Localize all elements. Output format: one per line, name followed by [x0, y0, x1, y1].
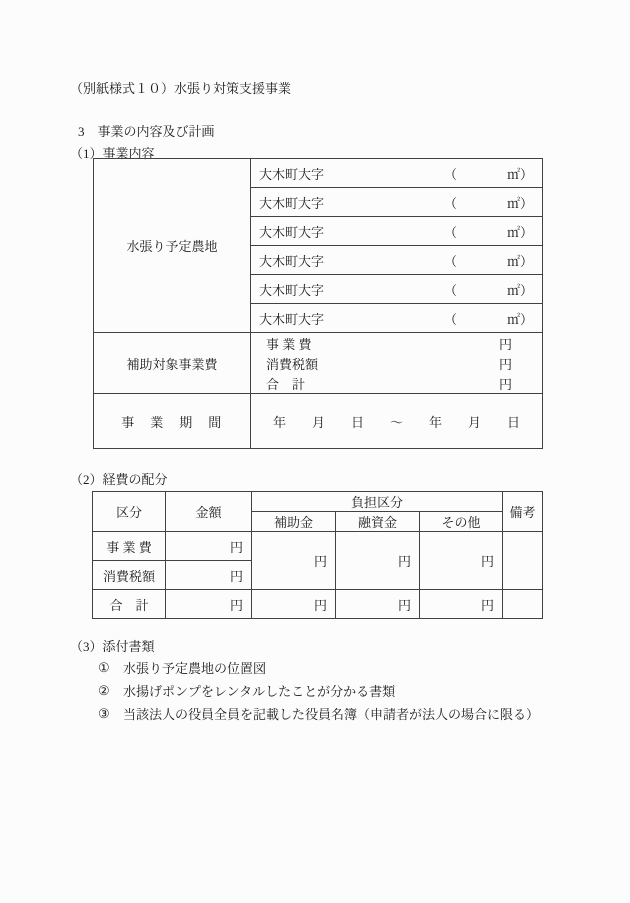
cost-item-unit: 円	[498, 336, 512, 352]
header-subsidy: 補助金	[252, 512, 336, 532]
merged-remarks-cell	[503, 532, 543, 590]
farmland-location: 大木町大字	[259, 166, 325, 182]
area-unit: ㎡）	[506, 311, 533, 327]
farmland-location: 大木町大字	[259, 253, 325, 269]
attachment-text: 水揚げポンプをレンタルしたことが分かる書類	[123, 684, 396, 699]
farmland-location: 大木町大字	[259, 282, 325, 298]
circled-number-icon: ③	[98, 705, 110, 721]
row-project-amount: 円	[166, 532, 252, 561]
area-unit: ㎡）	[506, 282, 533, 298]
table-row	[93, 532, 543, 561]
section-heading: 3 事業の内容及び計画	[78, 124, 215, 139]
header-burden: 負担区分	[252, 492, 503, 512]
table-row	[94, 394, 543, 449]
subsidy-cost-label: 補助対象事業費	[126, 356, 218, 372]
merged-subsidy-cell: 円	[252, 532, 336, 590]
table-row	[94, 333, 543, 394]
area-open-paren: （	[443, 195, 457, 211]
header-loan: 融資金	[336, 512, 420, 532]
area-open-paren: （	[443, 224, 457, 240]
period-value: 年 月 日 ～ 年 月 日	[272, 414, 520, 430]
period-value-cell	[251, 394, 543, 449]
farmland-label: 水張り予定農地	[126, 239, 218, 254]
subsection-3-heading: （3）添付書類	[70, 639, 155, 654]
attachments-list	[98, 656, 539, 725]
table-row	[94, 159, 543, 188]
farmland-location: 大木町大字	[259, 195, 325, 211]
form-title: （別紙様式１０）水張り対策支援事業	[70, 81, 292, 96]
row-tax-amount: 円	[166, 561, 252, 590]
farmland-entry-cell	[251, 159, 543, 188]
table-header-row	[93, 492, 543, 512]
row-total-remarks	[503, 590, 543, 619]
row-total-label: 合 計	[93, 590, 166, 619]
business-content-table	[93, 158, 543, 449]
farmland-entry-cell	[251, 246, 543, 275]
list-item	[98, 656, 539, 679]
row-total-other: 円	[420, 590, 503, 619]
area-open-paren: （	[443, 311, 457, 327]
circled-number-icon: ①	[98, 659, 110, 675]
merged-loan-cell: 円	[336, 532, 420, 590]
area-unit: ㎡）	[506, 253, 533, 269]
farmland-entry-cell	[251, 217, 543, 246]
period-label-cell	[94, 394, 251, 449]
table-row	[93, 590, 543, 619]
subsection-1-heading: （1）事業内容	[70, 146, 155, 161]
area-open-paren: （	[443, 166, 457, 182]
row-total-subsidy: 円	[252, 590, 336, 619]
cost-item-unit: 円	[498, 376, 512, 392]
subsection-2-heading: （2）経費の配分	[70, 472, 168, 487]
header-other: その他	[420, 512, 503, 532]
row-total-loan: 円	[336, 590, 420, 619]
area-open-paren: （	[443, 253, 457, 269]
farmland-entry-cell	[251, 275, 543, 304]
attachment-text: 水張り予定農地の位置図	[123, 661, 267, 676]
expense-allocation-table	[92, 491, 543, 619]
farmland-label-cell	[94, 159, 251, 333]
subsidy-cost-label-cell	[94, 333, 251, 394]
cost-item-unit: 円	[498, 356, 512, 372]
farmland-location: 大木町大字	[259, 224, 325, 240]
period-label: 事 業 期 間	[121, 414, 223, 430]
row-tax-label: 消費税額	[93, 561, 166, 590]
list-item	[98, 702, 539, 725]
row-total-amount: 円	[166, 590, 252, 619]
subsidy-cost-detail-cell	[251, 333, 543, 394]
cost-item-label: 事 業 費	[266, 336, 312, 352]
farmland-entry-cell	[251, 304, 543, 333]
farmland-location: 大木町大字	[259, 311, 325, 327]
merged-other-cell: 円	[420, 532, 503, 590]
farmland-entry-cell	[251, 188, 543, 217]
header-category: 区分	[93, 492, 166, 532]
area-open-paren: （	[443, 282, 457, 298]
area-unit: ㎡）	[506, 195, 533, 211]
cost-item-label: 合 計	[266, 376, 306, 392]
row-project-label: 事 業 費	[93, 532, 166, 561]
header-remarks: 備考	[503, 492, 543, 532]
area-unit: ㎡）	[506, 166, 533, 182]
circled-number-icon: ②	[98, 682, 110, 698]
area-unit: ㎡）	[506, 224, 533, 240]
cost-item-label: 消費税額	[266, 356, 319, 372]
list-item	[98, 679, 539, 702]
attachment-text: 当該法人の役員全員を記載した役員名簿（申請者が法人の場合に限る）	[123, 707, 540, 722]
header-amount: 金額	[166, 492, 252, 532]
